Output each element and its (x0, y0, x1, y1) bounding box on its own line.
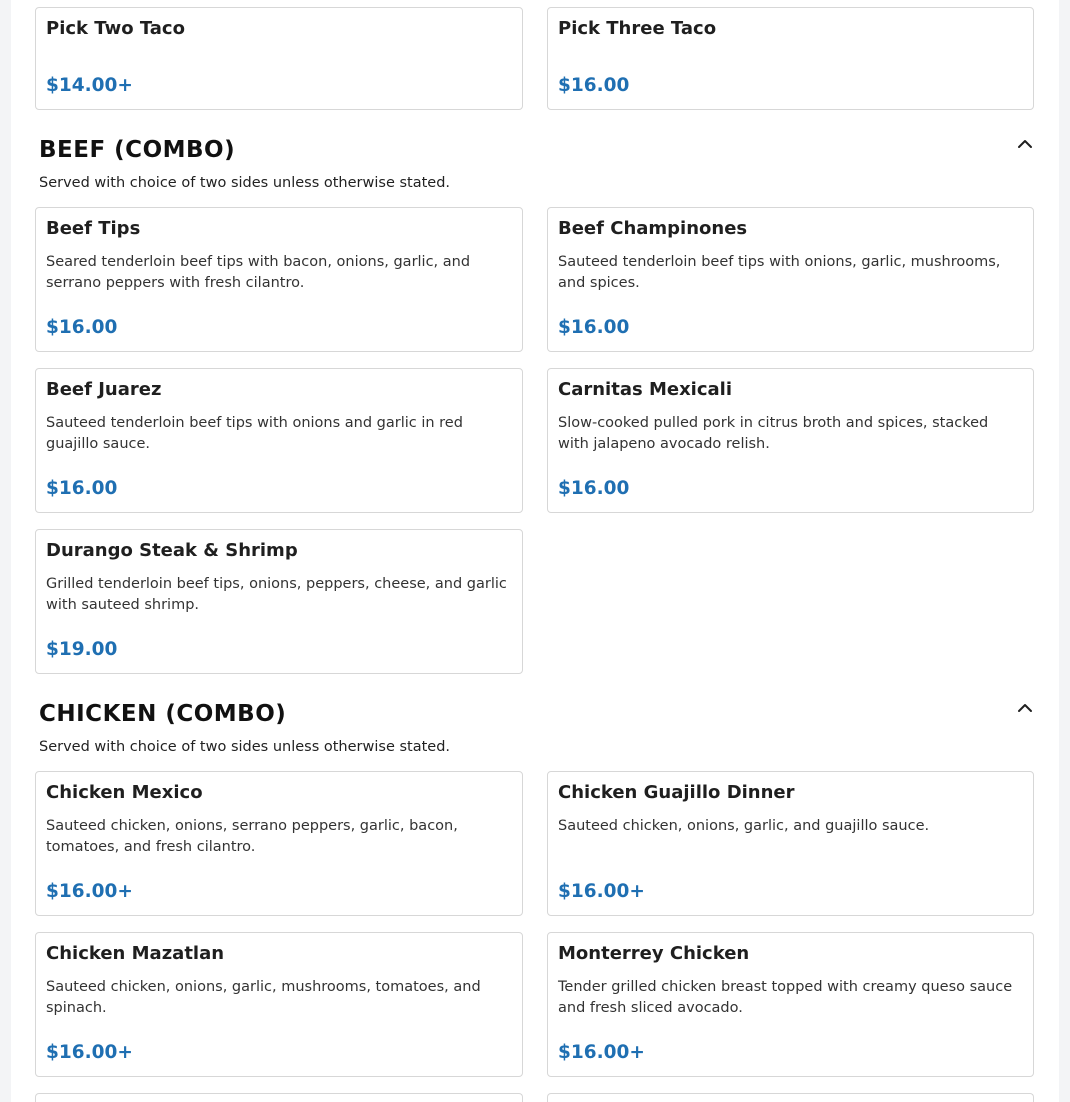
section-title-beef: BEEF (COMBO) (39, 137, 236, 163)
menu-item-price: $14.00+ (46, 75, 133, 96)
menu-item-price: $16.00 (46, 317, 118, 338)
menu-item-card[interactable] (547, 207, 1034, 352)
menu-item-card[interactable] (35, 529, 523, 674)
menu-item-price: $16.00 (558, 478, 630, 499)
menu-item-price: $16.00 (46, 478, 118, 499)
menu-item-price: $16.00 (558, 317, 630, 338)
chevron-up-icon[interactable] (1015, 698, 1035, 718)
menu-item-name: Chicken Mazatlan (46, 943, 225, 964)
menu-item-description: Slow-cooked pulled pork in citrus broth and spices, stacked with jalapeno avocado relish. (558, 415, 989, 452)
menu-item-price: $16.00+ (46, 1042, 133, 1063)
menu-item-card[interactable] (547, 1093, 1034, 1102)
menu-item-description: Sauteed chicken, onions, serrano peppers, garlic, bacon, tomatoes, and fresh cilantro. (46, 818, 458, 855)
menu-item-card[interactable] (547, 368, 1034, 513)
menu-item-name: Monterrey Chicken (558, 943, 750, 964)
menu-item-card[interactable] (35, 932, 523, 1077)
menu-item-price: $19.00 (46, 639, 118, 660)
section-subtitle-chicken: Served with choice of two sides unless otherwise stated. (39, 739, 451, 755)
menu-item-description: Sauteed tenderloin beef tips with onions and garlic in red guajillo sauce. (46, 415, 463, 452)
menu-item-card[interactable] (35, 7, 523, 110)
menu-item-price: $16.00 (558, 75, 630, 96)
menu-item-description: Sauteed chicken, onions, garlic, mushrooms, tomatoes, and spinach. (46, 979, 481, 1016)
menu-item-card[interactable] (547, 771, 1034, 916)
menu-item-price: $16.00+ (558, 881, 645, 902)
menu-item-name: Beef Champinones (558, 218, 748, 239)
menu-item-name: Chicken Guajillo Dinner (558, 782, 795, 803)
menu-item-name: Beef Juarez (46, 379, 162, 400)
menu-item-name: Durango Steak & Shrimp (46, 540, 298, 561)
menu-item-price: $16.00+ (558, 1042, 645, 1063)
menu-item-name: Chicken Mexico (46, 782, 203, 803)
menu-item-card[interactable] (35, 207, 523, 352)
chevron-up-icon[interactable] (1015, 134, 1035, 154)
menu-page (11, 0, 1059, 1102)
menu-item-card[interactable] (35, 368, 523, 513)
menu-item-description: Grilled tenderloin beef tips, onions, peppers, cheese, and garlic with sauteed shrimp. (46, 576, 507, 613)
menu-item-card[interactable] (547, 932, 1034, 1077)
menu-item-description: Sauteed chicken, onions, garlic, and guajillo sauce. (558, 818, 930, 834)
menu-item-description: Sauteed tenderloin beef tips with onions, garlic, mushrooms, and spices. (558, 254, 1001, 291)
menu-item-description: Seared tenderloin beef tips with bacon, onions, garlic, and serrano peppers with fresh cilantro. (46, 254, 471, 291)
menu-item-name: Pick Two Taco (46, 18, 185, 39)
section-title-chicken: CHICKEN (COMBO) (39, 701, 287, 727)
menu-item-price: $16.00+ (46, 881, 133, 902)
menu-item-card[interactable] (35, 771, 523, 916)
menu-item-name: Carnitas Mexicali (558, 379, 733, 400)
menu-item-name: Beef Tips (46, 218, 141, 239)
section-subtitle-beef: Served with choice of two sides unless otherwise stated. (39, 175, 451, 191)
menu-item-description: Tender grilled chicken breast topped with creamy queso sauce and fresh sliced avocado. (558, 979, 1013, 1016)
menu-item-name: Pick Three Taco (558, 18, 717, 39)
menu-item-card[interactable] (35, 1093, 523, 1102)
menu-item-card[interactable] (547, 7, 1034, 110)
